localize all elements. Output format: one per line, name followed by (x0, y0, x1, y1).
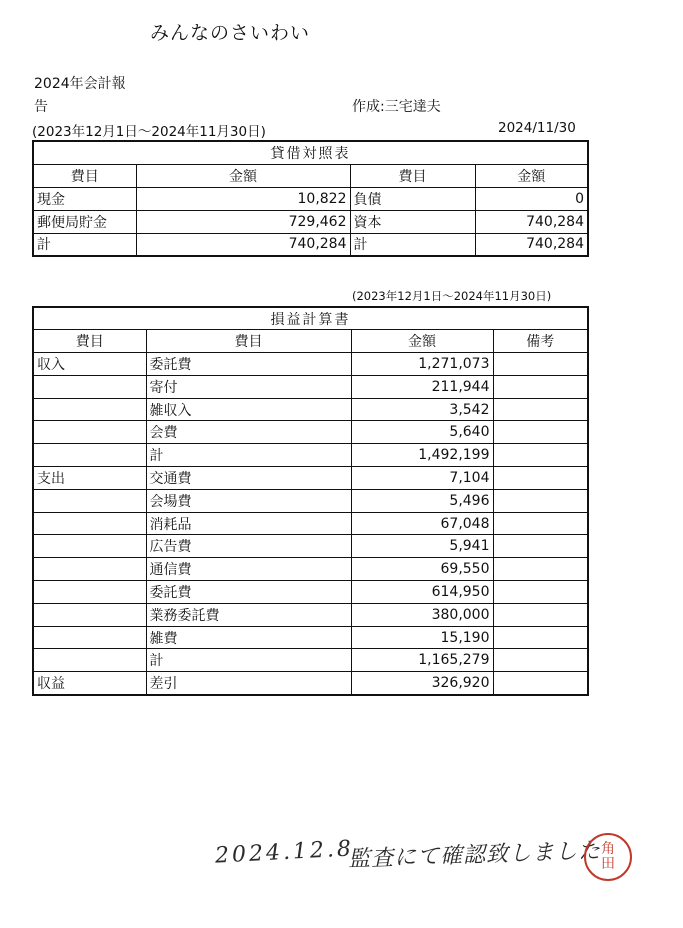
income-caption-row (33, 307, 588, 330)
category-cell (33, 421, 146, 444)
liability-amount: 740,284 (475, 233, 588, 256)
liability-item: 資本 (350, 210, 475, 233)
note-cell (493, 672, 588, 695)
note-cell (493, 626, 588, 649)
item-cell: 通信費 (146, 558, 351, 581)
note-cell (493, 444, 588, 467)
amount-cell: 67,048 (351, 512, 493, 535)
note-cell (493, 421, 588, 444)
item-cell: 雑収入 (146, 398, 351, 421)
item-cell: 差引 (146, 672, 351, 695)
table-row (33, 558, 588, 581)
table-row (33, 375, 588, 398)
item-cell: 交通費 (146, 467, 351, 490)
balance-sheet-caption: 貸借対照表 (33, 141, 588, 164)
column-header: 費目 (350, 164, 475, 187)
note-cell (493, 375, 588, 398)
amount-cell: 5,941 (351, 535, 493, 558)
amount-cell: 5,640 (351, 421, 493, 444)
amount-cell: 1,492,199 (351, 444, 493, 467)
column-header: 金額 (136, 164, 350, 187)
table-row (33, 421, 588, 444)
audit-note: 監査にて確認致しました (347, 838, 602, 873)
seal-stamp (584, 833, 632, 881)
note-cell (493, 581, 588, 604)
seal-text: 角 (601, 841, 615, 857)
balance-sheet-table (32, 140, 589, 257)
asset-amount: 740,284 (136, 233, 350, 256)
income-header-row (33, 330, 588, 353)
note-cell (493, 603, 588, 626)
category-cell (33, 512, 146, 535)
category-cell (33, 626, 146, 649)
table-row (33, 512, 588, 535)
column-header: 費目 (33, 164, 136, 187)
asset-amount: 729,462 (136, 210, 350, 233)
organization-name: みんなのさいわい (150, 22, 311, 44)
amount-cell: 69,550 (351, 558, 493, 581)
table-row (33, 398, 588, 421)
item-cell: 消耗品 (146, 512, 351, 535)
amount-cell: 380,000 (351, 603, 493, 626)
table-row (33, 187, 588, 210)
amount-cell: 1,165,279 (351, 649, 493, 672)
amount-cell: 3,542 (351, 398, 493, 421)
author: 作成:三宅達夫 (352, 99, 441, 115)
category-cell: 支出 (33, 467, 146, 490)
table-row (33, 581, 588, 604)
item-cell: 委託費 (146, 353, 351, 376)
table-row (33, 210, 588, 233)
note-cell (493, 489, 588, 512)
category-cell (33, 581, 146, 604)
note-cell (493, 535, 588, 558)
balance-period: (2023年12月1日〜2024年11月30日) (32, 124, 266, 140)
item-cell: 雑費 (146, 626, 351, 649)
liability-amount: 0 (475, 187, 588, 210)
item-cell: 委託費 (146, 581, 351, 604)
item-cell: 会場費 (146, 489, 351, 512)
table-row (33, 489, 588, 512)
item-cell: 計 (146, 649, 351, 672)
amount-cell: 5,496 (351, 489, 493, 512)
table-row (33, 353, 588, 376)
asset-amount: 10,822 (136, 187, 350, 210)
liability-item: 計 (350, 233, 475, 256)
balance-header-row (33, 164, 588, 187)
table-row (33, 467, 588, 490)
item-cell: 寄付 (146, 375, 351, 398)
column-header: 費目 (146, 330, 351, 353)
report-date: 2024/11/30 (498, 120, 576, 136)
category-cell (33, 603, 146, 626)
category-cell (33, 398, 146, 421)
note-cell (493, 353, 588, 376)
item-cell: 計 (146, 444, 351, 467)
column-header: 備考 (493, 330, 588, 353)
note-cell (493, 512, 588, 535)
category-cell (33, 558, 146, 581)
asset-item: 計 (33, 233, 136, 256)
item-cell: 業務委託費 (146, 603, 351, 626)
balance-caption-row (33, 141, 588, 164)
item-cell: 広告費 (146, 535, 351, 558)
liability-item: 負債 (350, 187, 475, 210)
item-cell: 会費 (146, 421, 351, 444)
amount-cell: 614,950 (351, 581, 493, 604)
liability-amount: 740,284 (475, 210, 588, 233)
table-row (33, 672, 588, 695)
report-title-line1: 2024年会計報 (34, 76, 126, 92)
note-cell (493, 649, 588, 672)
table-row (33, 444, 588, 467)
amount-cell: 15,190 (351, 626, 493, 649)
income-statement-table (32, 306, 589, 696)
asset-item: 現金 (33, 187, 136, 210)
table-row (33, 649, 588, 672)
note-cell (493, 398, 588, 421)
amount-cell: 7,104 (351, 467, 493, 490)
seal-text: 田 (601, 856, 615, 872)
income-statement-caption: 損益計算書 (33, 307, 588, 330)
column-header: 費目 (33, 330, 146, 353)
signature-date: 2024.12.8 (214, 836, 355, 869)
category-cell (33, 649, 146, 672)
category-cell (33, 444, 146, 467)
amount-cell: 1,271,073 (351, 353, 493, 376)
category-cell (33, 535, 146, 558)
table-row (33, 603, 588, 626)
note-cell (493, 558, 588, 581)
table-row (33, 233, 588, 256)
note-cell (493, 467, 588, 490)
category-cell: 収益 (33, 672, 146, 695)
category-cell: 収入 (33, 353, 146, 376)
table-row (33, 626, 588, 649)
report-title-line2: 告 (34, 99, 48, 115)
column-header: 金額 (475, 164, 588, 187)
amount-cell: 211,944 (351, 375, 493, 398)
amount-cell: 326,920 (351, 672, 493, 695)
income-period: (2023年12月1日〜2024年11月30日) (352, 289, 552, 303)
table-row (33, 535, 588, 558)
asset-item: 郵便局貯金 (33, 210, 136, 233)
category-cell (33, 489, 146, 512)
category-cell (33, 375, 146, 398)
column-header: 金額 (351, 330, 493, 353)
